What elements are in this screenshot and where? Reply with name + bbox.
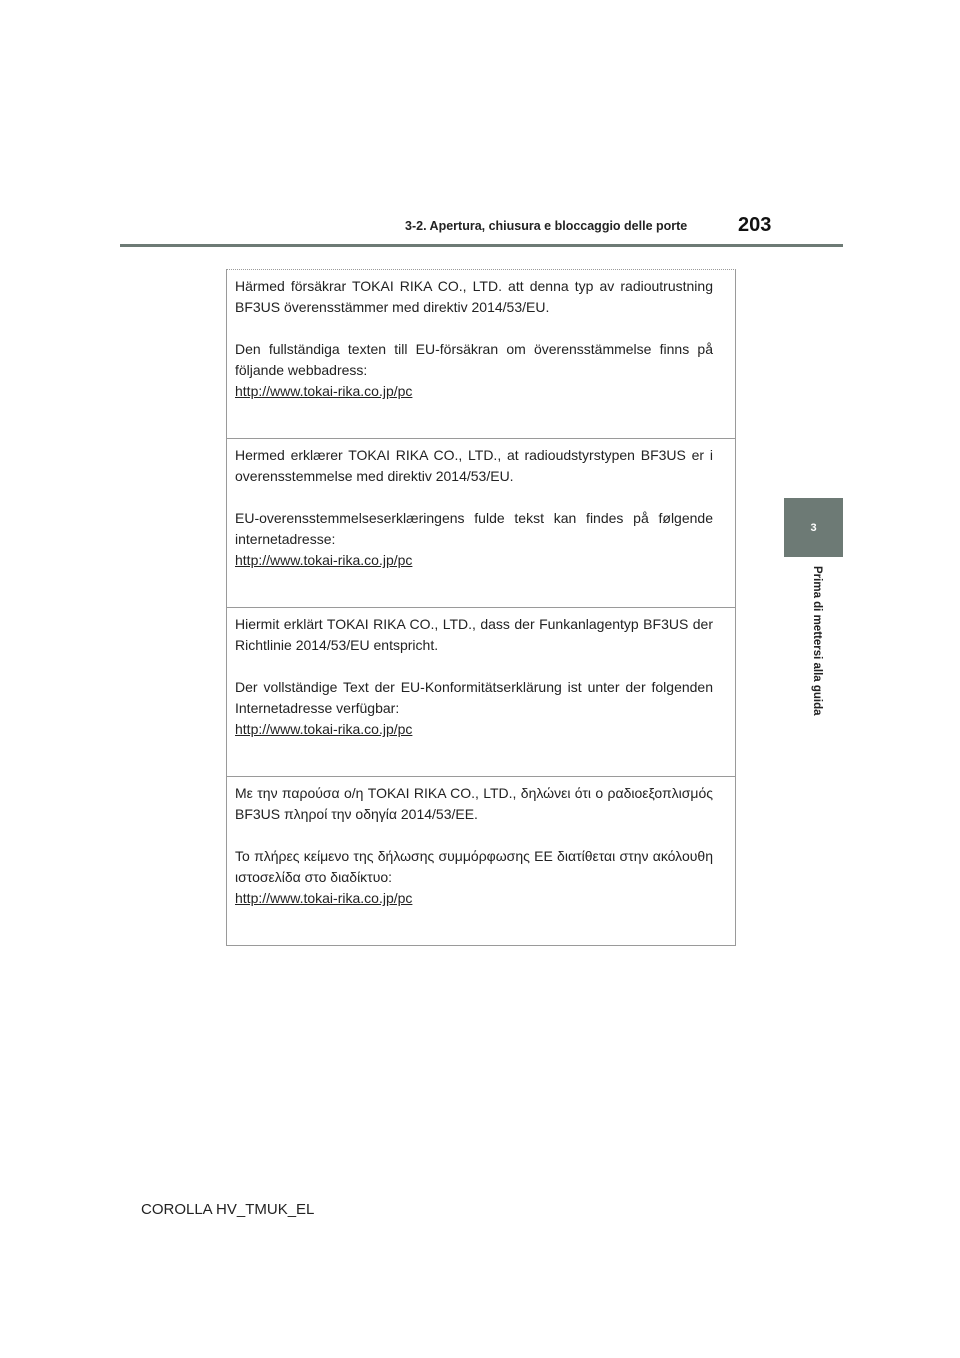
fulltext-note: Der vollständige Text der EU-Konformitätserklärung ist unter der folgenden Internetadresse verfügbar: xyxy=(235,679,713,716)
declaration-link[interactable]: http://www.tokai-rika.co.jp/pc xyxy=(235,383,413,399)
declaration-box xyxy=(226,269,736,946)
fulltext-note: Το πλήρες κείμενο της δήλωσης συμμόρφωσης ΕΕ διατίθεται στην ακόλουθη ιστοσελίδα στο διαδίκτυο: xyxy=(235,848,713,885)
chapter-label: Prima di mettersi alla guida xyxy=(811,566,823,716)
declaration-section-greek xyxy=(227,777,735,946)
declaration-link[interactable]: http://www.tokai-rika.co.jp/pc xyxy=(235,890,413,906)
fulltext-note: EU-overensstemmelseserklæringens fulde tekst kan findes på følgende internetadresse: xyxy=(235,510,713,547)
chapter-tab xyxy=(784,498,843,557)
declaration-text: Hiermit erklärt TOKAI RIKA CO., LTD., dass der Funkanlagentyp BF3US der Richtlinie 2014/53/EU entspricht. xyxy=(235,616,713,653)
header-divider xyxy=(120,244,843,247)
declaration-section-swedish xyxy=(227,270,735,439)
page-number: 203 xyxy=(738,214,772,236)
declaration-section-german xyxy=(227,608,735,777)
footer-model-code: COROLLA HV_TMUK_EL xyxy=(141,1201,315,1218)
declaration-link[interactable]: http://www.tokai-rika.co.jp/pc xyxy=(235,552,413,568)
declaration-link[interactable]: http://www.tokai-rika.co.jp/pc xyxy=(235,721,413,737)
declaration-text: Με την παρούσα ο/η TOKAI RIKA CO., LTD., δηλώνει ότι ο ραδιοεξοπλισμός BF3US πληροί την οδηγία 2014/53/ΕΕ. xyxy=(235,785,713,822)
chapter-number: 3 xyxy=(810,521,817,534)
declaration-text: Härmed försäkrar TOKAI RIKA CO., LTD. att denna typ av radioutrustning BF3US överensstämmer med direktiv 2014/53/EU. xyxy=(235,278,713,315)
fulltext-note: Den fullständiga texten till EU-försäkran om överensstämmelse finns på följande webbadress: xyxy=(235,341,713,378)
declaration-section-danish xyxy=(227,439,735,608)
section-header-title: 3-2. Apertura, chiusura e bloccaggio delle porte xyxy=(405,219,688,233)
declaration-text: Hermed erklærer TOKAI RIKA CO., LTD., at radioudstyrstypen BF3US er i overensstemmelse med direktiv 2014/53/EU. xyxy=(235,447,713,484)
